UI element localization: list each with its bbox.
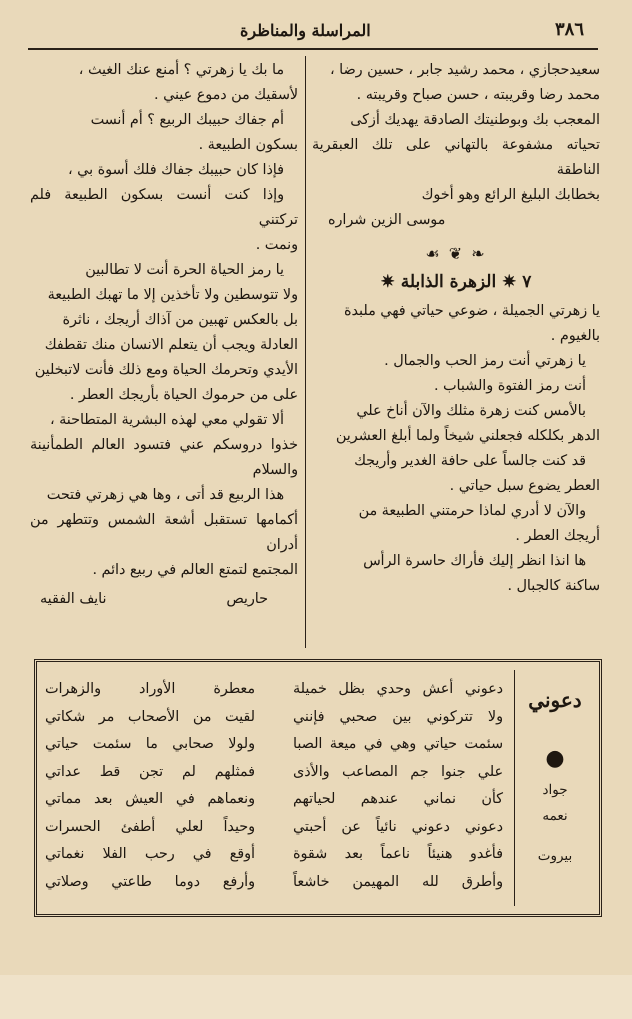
verse-second-hemistich: ونعماهم في العيش بعد مماتي [45, 791, 255, 807]
text-line: ونمت . [255, 237, 298, 253]
verse-second-hemistich: وحيداً لعلي أطفئ الحسرات [45, 818, 255, 835]
poem-side-panel [519, 688, 591, 869]
article-continuation [30, 58, 298, 583]
verse-row [45, 731, 503, 759]
text-line: فإذا كان حبيبك جفاك فلك أسوة بي ، [68, 162, 284, 178]
verse-row [45, 869, 503, 897]
text-line: وإذا كنت أنست بسكون الطبيعة فلم تركتني [30, 187, 298, 228]
page-number: ٣٨٦ [554, 19, 584, 40]
text-line: العادلة ويجب أن يتعلم الانسان منك تقطفك [44, 337, 298, 353]
verse-second-hemistich: لقيت من الأصحاب مر شكاتي [45, 708, 255, 725]
verse-first-hemistich: فأغدو هنيئاً ناعماً بعد شقوة [293, 846, 503, 862]
text-line: بسكون الطبيعة . [198, 137, 298, 153]
bullet-dot: ● [545, 746, 565, 771]
text-line: ولا تتوسطين ولا تأخذين إلا ما تهبك الطبيعة [47, 287, 298, 303]
verse-row [45, 814, 503, 842]
text-line: الدهر بكلكله فجعلني شيخاً ولما أبلغ العشرين [335, 428, 600, 444]
poem-verses [45, 676, 503, 896]
text-line: بخطابك البليغ الرائع وهو أخوك [421, 187, 600, 203]
verse-row [45, 704, 503, 732]
verse-first-hemistich: سئمت حياتي وهي في ميعة الصبا [293, 736, 503, 752]
verse-first-hemistich: وأطرق لله المهيمن خاشعاً [293, 873, 503, 890]
verse-second-hemistich: وأرفع دوما طاعتي وصلاتي [45, 873, 255, 890]
header-rule [28, 48, 598, 50]
text-line: تحياته مشفوعة بالتهاني على تلك العبقرية الناطقة [312, 137, 600, 178]
text-line: أم جفاك حبيبك الربيع ؟ أم أنست [90, 112, 284, 128]
text-line: على من حرموك الحياة بأريجك العطر . [69, 387, 298, 403]
verse-row [45, 841, 503, 869]
text-line: هذا الربيع قد أتى ، وها هي زهرتي فتحت [46, 487, 284, 503]
verse-first-hemistich: علي جنوا جم المصاعب والأذى [293, 763, 503, 780]
text-line: ألا تقولي معي لهذه البشرية المتطاحنة ، [49, 412, 284, 428]
verse-second-hemistich: ولولا صحابي ما سئمت حياتي [45, 736, 255, 752]
verse-second-hemistich: فمثلهم لم تجن قط عداتي [45, 763, 255, 780]
text-line: ساكنة كالجبال . [507, 578, 600, 594]
text-line: المعجب بك وبوطنيتك الصادقة يهديك أزكى [350, 112, 600, 128]
greeting-signature: موسى الزين شراره [328, 212, 446, 228]
article-title: ٧ ✷ الزهرة الذابلة ✷ [380, 272, 532, 292]
text-line: لأسقيك من دموع عيني . [153, 87, 298, 103]
text-line: بل بالعكس تهبين من آذاك أريجك ، ناثرة [62, 312, 298, 328]
text-line: خذوا دروسكم عني فتسود العالم الطمأنينة والسلام [30, 437, 298, 478]
running-title: المراسلة والمناظرة [240, 21, 371, 40]
poem-author [519, 777, 591, 869]
text-line: أريجك العطر . [515, 528, 600, 544]
text-line: أكمامها تستقبل أشعة الشمس وتتطهر من أدران [30, 512, 298, 553]
verse-first-hemistich: كأن نماني عندهم لحياتهم [293, 791, 503, 807]
verse-second-hemistich: أوقع في رحب الفلا نغماتي [45, 846, 255, 862]
text-line: ما بك يا زهرتي ؟ أمنع عنك الغيث ، [78, 62, 284, 78]
author-city: بيروت [537, 848, 573, 864]
text-line: محمد رضا وقريبته ، حسن صباح وقريبته . [356, 87, 600, 103]
verse-first-hemistich: دعوني دعوني نائياً عن أحبتي [293, 818, 503, 835]
greeting-paragraph [312, 58, 600, 208]
verse-row [45, 676, 503, 704]
text-line: الأيدي وتحرمك الحياة ومع ذلك فأنت لاتبخلين [34, 362, 298, 378]
text-line: سعيدحجازي ، محمد رشيد جابر ، حسين رضا ، [329, 62, 600, 78]
text-line: يا زهرتي الجميلة ، ضوعي حياتي فهي ملبدة [344, 303, 600, 319]
text-line: المجتمع لتمتع العالم في ربيع دائم . [92, 562, 298, 578]
poem-title: دعوني [528, 688, 582, 712]
text-line: أنت رمز الفتوة والشباب . [433, 378, 586, 394]
article-body [312, 299, 600, 599]
right-column [312, 58, 600, 599]
text-line: يا رمز الحياة الحرة أنت لا تطالبين [85, 262, 284, 278]
text-line: ها انذا انظر إليك فأراك حاسرة الرأس [363, 553, 586, 569]
verse-row [45, 759, 503, 787]
article-signature [30, 583, 298, 612]
poem-box-divider [514, 670, 515, 906]
text-line: بالأمس كنت زهرة مثلك والآن أناخ علي [356, 403, 586, 419]
text-line: قد كنت جالساً على حافة الغدير وأريجك [354, 453, 586, 469]
ornament-divider: ❧ ❦ ☙ [425, 244, 487, 263]
text-line: بالغيوم . [550, 328, 600, 344]
text-line: يا زهرتي أنت رمز الحب والجمال . [384, 353, 586, 369]
verse-row [45, 786, 503, 814]
author-last-name: نعمه [542, 808, 568, 824]
signature-place: حاريص [226, 591, 268, 607]
verse-second-hemistich: معطرة الأوراد والزهرات [45, 681, 255, 697]
verse-first-hemistich: دعوني أعش وحدي بظل خميلة [293, 681, 503, 697]
poem-box [34, 659, 602, 917]
author-first-name: جواد [542, 782, 568, 798]
column-divider [305, 56, 306, 648]
text-line: العطر يضوع سبل حياتي . [449, 478, 600, 494]
verse-first-hemistich: ولا تتركوني بين صحبي فإنني [293, 708, 503, 725]
text-line: والآن لا أدري لماذا حرمتني الطبيعة من [358, 503, 586, 519]
left-column [30, 58, 298, 612]
page-header [28, 14, 606, 50]
signature-author: نايف الفقيه [40, 591, 107, 607]
